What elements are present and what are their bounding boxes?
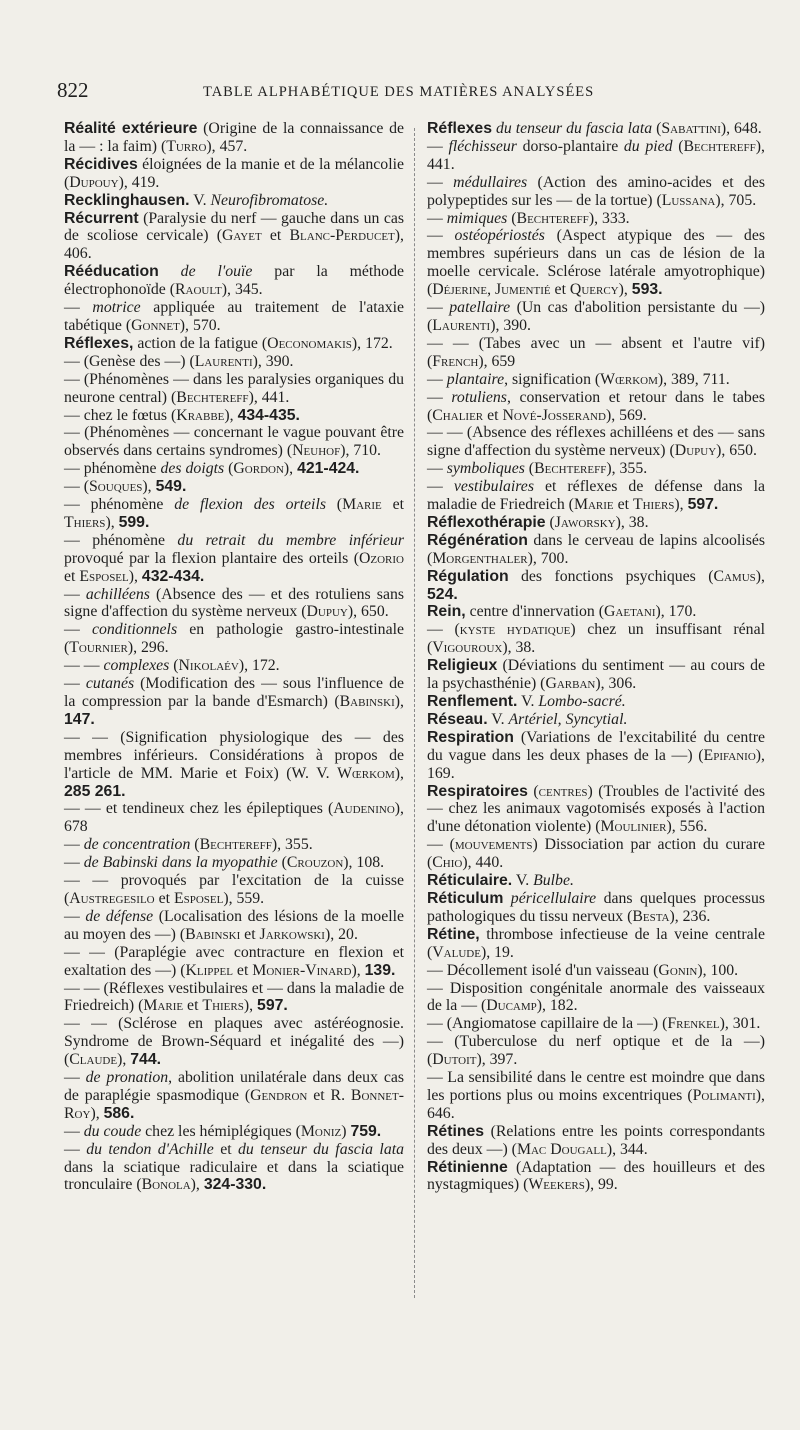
- index-entry: — (kyste hydatique) chez un insuffisant rénal (Vigouroux), 38.: [427, 621, 765, 657]
- index-entry: — de Babinski dans la myopathie (Crouzon), 108.: [64, 854, 385, 872]
- index-entry: Rein, centre d'innervation (Gaetani), 170.: [427, 603, 697, 621]
- index-entry: — (Angiomatose capillaire de la —) (Frenkel), 301.: [427, 1015, 761, 1033]
- index-entry: — Décollement isolé d'un vaisseau (Gonin), 100.: [427, 961, 739, 979]
- index-entry: — — complexes (Nikolaév), 172.: [64, 657, 280, 675]
- index-entry: Récidives éloignées de la manie et de la mélancolie (Dupouy), 419.: [64, 155, 404, 191]
- right-column: [427, 120, 765, 1194]
- index-entry: — patellaire (Un cas d'abolition persistante du —) (Laurenti), 390.: [427, 299, 766, 334]
- index-entry: Rétines (Relations entre les points correspondants des deux —) (Mac Dougall), 344.: [427, 1122, 765, 1158]
- index-entry: — (Genèse des —) (Laurenti), 390.: [64, 352, 294, 370]
- index-entry: — de pronation, abolition unilatérale dans deux cas de paraplégie spasmodique (Gendron et R. Bonnet-Roy), 586.: [64, 1069, 405, 1122]
- index-entry: Réflexothérapie (Jaworsky), 38.: [427, 513, 649, 531]
- index-entry: — phénomène du retrait du membre inférieur provoqué par la flexion plantaire des orteils (Ozorio et Esposel), 432-434.: [64, 531, 404, 585]
- page-header: [0, 78, 800, 102]
- index-entry: — — (Paraplégie avec contracture en flexion et exaltation des —) (Klippel et Monier-Vinard), 139.: [64, 943, 404, 979]
- left-column: [64, 120, 404, 1194]
- column-divider: [414, 128, 415, 1298]
- index-entry: Réflexes, action de la fatigue (Oeconomakis), 172.: [64, 334, 393, 352]
- index-entry: — phénomène des doigts (Gordon), 421-424.: [64, 460, 360, 478]
- index-entry: Recklinghausen. V. Neurofibromatose.: [64, 191, 329, 209]
- index-entry: — motrice appliquée au traitement de l'ataxie tabétique (Gonnet), 570.: [64, 299, 404, 334]
- index-entry: — — (Réflexes vestibulaires et — dans la maladie de Friedreich) (Marie et Thiers), 597.: [64, 979, 404, 1015]
- index-entry: — de défense (Localisation des lésions de la moelle au moyen des —) (Babinski et Jarkowski), 20.: [64, 907, 404, 943]
- index-entry: — chez le fœtus (Krabbe), 434-435.: [64, 406, 300, 424]
- index-entry: — mimiques (Bechtereff), 333.: [427, 209, 630, 227]
- index-entry: — vestibulaires et réflexes de défense dans la maladie de Friedreich (Marie et Thiers), 597.: [427, 478, 766, 514]
- index-entry: — de concentration (Bechtereff), 355.: [64, 836, 313, 854]
- index-entry: — — (Absence des réflexes achilléens et des — sans signe d'affection du système nerveux) (Dupuy), 650.: [427, 424, 765, 460]
- index-entry: — (Phénomènes — dans les paralysies organiques du neurone central) (Bechtereff), 441.: [64, 370, 404, 406]
- index-entry: — — (Tabes avec un — absent et l'autre vif) (French), 659: [427, 334, 765, 370]
- index-entry: — fléchisseur dorso-plantaire du pied (Bechtereff), 441.: [427, 137, 765, 173]
- index-entry: — La sensibilité dans le centre est moindre que dans les portions plus ou moins excentriques (Polimanti), 646.: [427, 1069, 765, 1122]
- index-entry: Récurrent (Paralysie du nerf — gauche dans un cas de scoliose cervicale) (Gayet et Blanc-Perducet), 406.: [64, 209, 404, 263]
- running-title: TABLE ALPHABÉTIQUE DES MATIÈRES ANALYSÉES: [203, 84, 595, 100]
- index-entry: — phénomène de flexion des orteils (Marie et Thiers), 599.: [64, 496, 404, 531]
- index-entry: — ostéopériostés (Aspect atypique des — des membres supérieurs dans un cas de lésion de la moelle cervicale. Sclérose latérale amyotrophique) (Déjerine, Jumentié et Quercy), 593.: [427, 227, 765, 299]
- index-entry: — rotuliens, conservation et retour dans le tabes (Chalier et Nové-Josserand), 569.: [427, 388, 765, 424]
- index-entry: Respiratoires (centres) (Troubles de l'activité des — chez les animaux vagotomisés exposés à l'action d'une détonation violente) (Moulinier), 556.: [427, 782, 765, 836]
- index-entry: Respiration (Variations de l'excitabilité du centre du vague dans les deux phases de la —) (Epifanio), 169.: [427, 728, 765, 782]
- index-entry: — du tendon d'Achille et du tenseur du fascia lata dans la sciatique radiculaire et dans la sciatique tronculaire (Bonola), 324-330.: [64, 1140, 405, 1194]
- index-entry: — (mouvements) Dissociation par action du curare (Chio), 440.: [427, 836, 765, 872]
- index-entry: Réticulum péricellulaire dans quelques processus pathologiques du tissu nerveux (Besta), 236.: [427, 889, 765, 925]
- index-entry: — symboliques (Bechtereff), 355.: [427, 460, 648, 478]
- index-entry: — — et tendineux chez les épileptiques (Audenino), 678: [64, 800, 404, 836]
- index-entry: Renflement. V. Lombo-sacré.: [427, 693, 626, 710]
- index-entry: — (Tuberculose du nerf optique et de la —) (Dutoit), 397.: [427, 1033, 765, 1069]
- index-entry: — du coude chez les hémiplégiques (Moniz) 759.: [64, 1122, 382, 1140]
- index-entry: — cutanés (Modification des — sous l'influence de la compression par la bande d'Esmarch) (Babinski), 147.: [64, 675, 405, 728]
- page-number: 822: [57, 78, 89, 102]
- index-entry: Réflexes du tenseur du fascia lata (Sabattini), 648.: [427, 120, 762, 137]
- index-entry: Rétinienne (Adaptation — des houilleurs et des nystagmiques) (Weekers), 99.: [427, 1158, 765, 1194]
- index-entry: Rétine, thrombose infectieuse de la veine centrale (Valude), 19.: [427, 925, 765, 961]
- index-entry: Rééducation de l'ouïe par la méthode électrophonoïde (Raoult), 345.: [64, 263, 404, 299]
- index-entry: Réseau. V. Artériel, Syncytial.: [427, 710, 628, 728]
- index-entry: Régulation des fonctions psychiques (Camus), 524.: [427, 567, 765, 603]
- index-entry: — — (Signification physiologique des — des membres inférieurs. Considérations à propos de l'article de MM. Marie et Foix) (W. V. Wœrkom), 285 261.: [64, 728, 404, 800]
- index-entry: Religieux (Déviations du sentiment — au cours de la psychasthénie) (Garban), 306.: [427, 657, 765, 693]
- index-entry: — Disposition congénitale anormale des vaisseaux de la — (Ducamp), 182.: [427, 979, 765, 1015]
- index-entry: Réalité extérieure (Origine de la connaissance de la — : la faim) (Turro), 457.: [64, 120, 404, 155]
- index-entry: — médullaires (Action des amino-acides et des polypeptides sur les — de la tortue) (Lussana), 705.: [427, 173, 766, 209]
- index-entry: — achilléens (Absence des — et des rotuliens sans signe d'affection du système nerveux (Dupuy), 650.: [64, 585, 404, 621]
- index-entry: — — (Sclérose en plaques avec astéréognosie. Syndrome de Brown-Séquard et inégalité des —) (Claude), 744.: [64, 1015, 404, 1069]
- index-entry: — (Phénomènes — concernant le vague pouvant être observés dans certains syndromes) (Neuhof), 710.: [64, 424, 404, 460]
- index-entry: — — provoqués par l'excitation de la cuisse (Austregesilo et Esposel), 559.: [64, 872, 404, 907]
- index-entry: Régénération dans le cerveau de lapins alcoolisés (Morgenthaler), 700.: [427, 531, 765, 567]
- index-entry: Réticulaire. V. Bulbe.: [427, 872, 574, 890]
- index-entry: — (Souques), 549.: [64, 478, 187, 496]
- index-entry: — conditionnels en pathologie gastro-intestinale (Tournier), 296.: [64, 621, 404, 657]
- index-entry: — plantaire, signification (Wœrkom), 389, 711.: [427, 370, 730, 388]
